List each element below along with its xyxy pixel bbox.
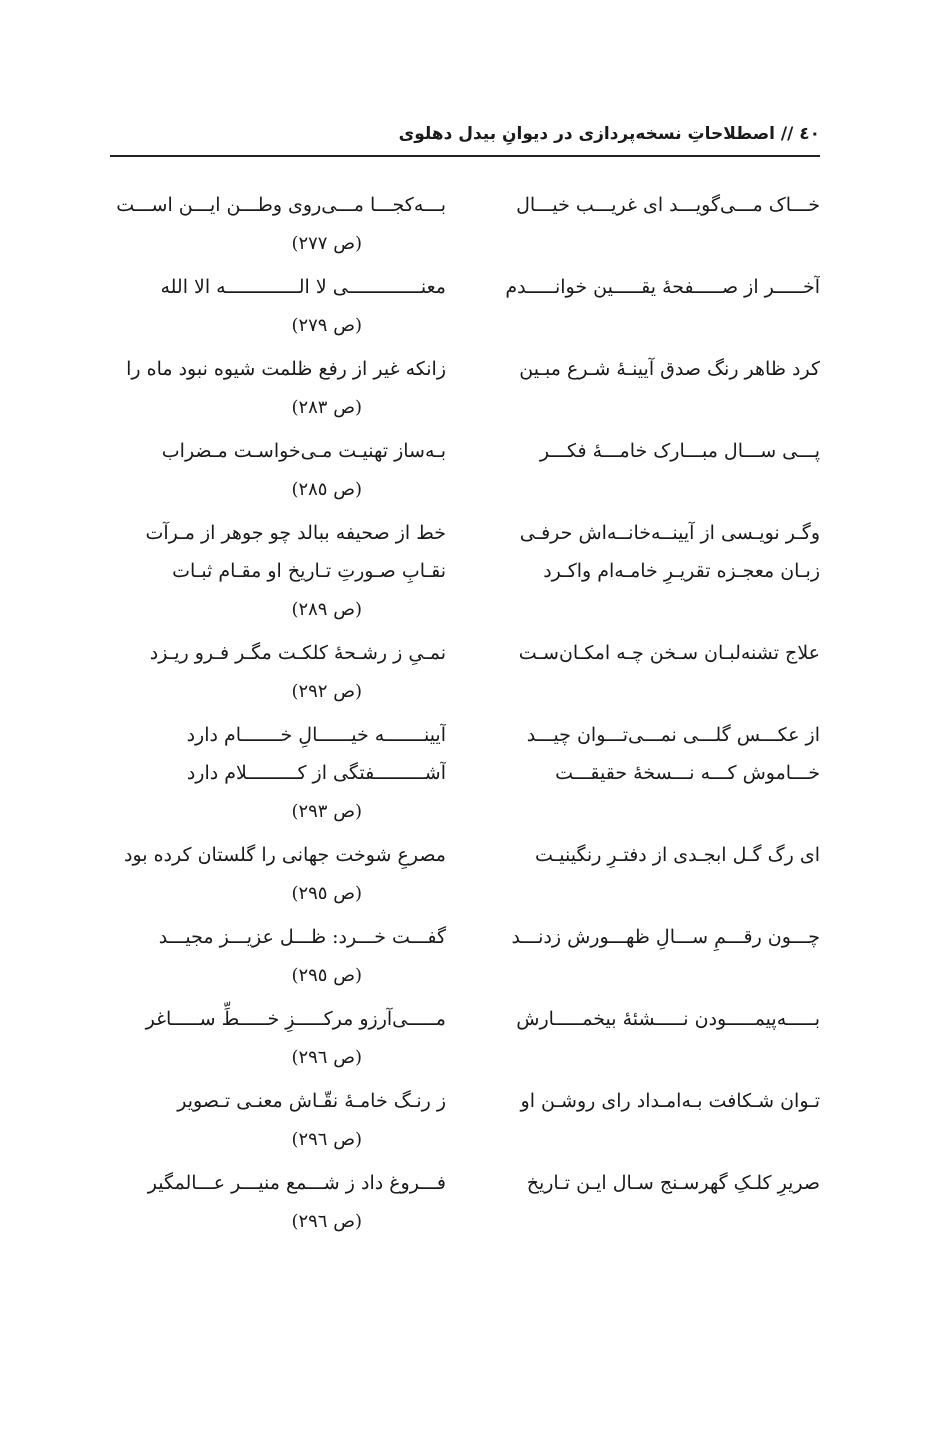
verse-line [110,634,820,672]
running-head-title: ٤٠ // اصطلاحاتِ نسخه‌پردازی در دیوانِ بیدل دهلوی [398,124,820,144]
first-hemistich: آخـــــر از صـــــفحهٔ یقـــــین خوانـــــدم [505,276,820,298]
poem-list [110,186,820,1246]
stanza [110,268,820,350]
second-hemistich: نقـابِ صـورتِ تـاریخ او مقـام ثبـات [172,560,446,582]
second-hemistich: معنـــــــــــــی لا الـــــــــــــه الا الله [160,276,446,298]
page-reference: (ص ٢٧٧) [291,233,362,254]
second-hemistich: زانکه غیر از رفع ظلمت شیوه نبود ماه را [126,358,446,380]
verse-line [110,1082,820,1120]
second-hemistich: مصرعِ شوخت جهانی را گلستان کرده بود [124,844,446,866]
second-hemistich: آیینـــــــه خیــــــالِ خـــــــام دارد [186,724,446,746]
first-hemistich: بـــــه‌پیمـــــودن نـــــشئهٔ بیخمـــــارش [516,1008,820,1030]
second-hemistich: آشـــــــــفتگی از کـــــــــلام دارد [186,762,446,784]
verse-line [110,186,820,224]
stanza [110,186,820,268]
stanza [110,350,820,432]
page-header [110,116,820,152]
first-hemistich: صریرِ کلـکِ گهرسـنج سـال ایـن تـاریخ [526,1172,820,1194]
stanza [110,716,820,836]
page-reference: (ص ٢٨٥) [291,479,362,500]
header-rule [110,155,820,157]
first-hemistich: کرد ظاهر رنگ صدق آیینـهٔ شـرع مبـین [519,358,820,380]
page-reference: (ص ٢٧٩) [291,315,362,336]
verse-line [110,552,820,590]
page-reference: (ص ٢٨٣) [291,397,362,418]
second-hemistich: بـــه‌کجـــا مـــی‌روی وطـــن ایـــن اســـت [116,194,446,216]
page-reference: (ص ٢٩٦) [291,1129,362,1150]
second-hemistich: فـــروغ داد ز شـــمع منیـــر عـــالمگیر [147,1172,446,1194]
stanza [110,836,820,918]
page-reference: (ص ٢٩٣) [291,801,362,822]
first-hemistich: چـــون رقـــمِ ســـالِ ظهـــورش زدنـــد [511,926,820,948]
page-reference: (ص ٢٩٢) [291,681,362,702]
verse-line [110,432,820,470]
first-hemistich: خـــاموش کـــه نـــسخهٔ حقیقـــت [555,762,820,784]
verse-line [110,1164,820,1202]
verse-line [110,350,820,388]
page-reference: (ص ٢٩٦) [291,1211,362,1232]
verse-line [110,836,820,874]
stanza [110,918,820,1000]
stanza [110,1082,820,1164]
verse-line [110,1000,820,1038]
page-reference: (ص ٢٩٥) [291,883,362,904]
first-hemistich: وگـر نویـسی از آیینــه‌خانــه‌اش حرفـی [519,522,820,544]
second-hemistich: ز رنـگ خامـهٔ نقّـاش معنـی تـصویر [177,1090,446,1112]
first-hemistich: از عکـــس گلـــی نمـــی‌تـــوان چیـــد [526,724,820,746]
first-hemistich: خـــاک مـــی‌گویـــد ای غریـــب خیـــال [516,194,820,216]
stanza [110,514,820,634]
stanza [110,634,820,716]
first-hemistich: ای رگ گـل ابجـدی از دفتـرِ رنگینیـت [535,844,820,866]
first-hemistich: زبـان معجـزه تقریـرِ خامـه‌ام واکـرد [543,560,820,582]
second-hemistich: مـــــی‌آرزو مرکـــــزِ خـــــطِّ ســـــاغر [145,1008,446,1030]
stanza [110,432,820,514]
second-hemistich: بـه‌ساز تهنیـت مـی‌خواسـت مـضراب [161,440,446,462]
verse-line [110,268,820,306]
second-hemistich: گفـــت خـــرد: ظـــل عزیـــز مجیـــد [158,926,446,948]
verse-line [110,716,820,754]
page-reference: (ص ٢٩٥) [291,965,362,986]
verse-line [110,918,820,956]
first-hemistich: پـــی ســـال مبـــارک خامـــهٔ فکـــر [539,440,820,462]
stanza [110,1164,820,1246]
verse-line [110,754,820,792]
page-reference: (ص ٢٨٩) [291,599,362,620]
stanza [110,1000,820,1082]
first-hemistich: تـوان شـکافت بـه‌امـداد رای روشـن او [520,1090,820,1112]
first-hemistich: علاج تشنه‌لبـان سـخن چـه امکـان‌سـت [518,642,820,664]
verse-line [110,514,820,552]
second-hemistich: نمـیِ ز رشـحهٔ کلکـت مگـر فـرو ریـزد [149,642,446,664]
second-hemistich: خط از صحیفه ببالد چو جوهر از مـرآت [145,522,446,544]
page-reference: (ص ٢٩٦) [291,1047,362,1068]
